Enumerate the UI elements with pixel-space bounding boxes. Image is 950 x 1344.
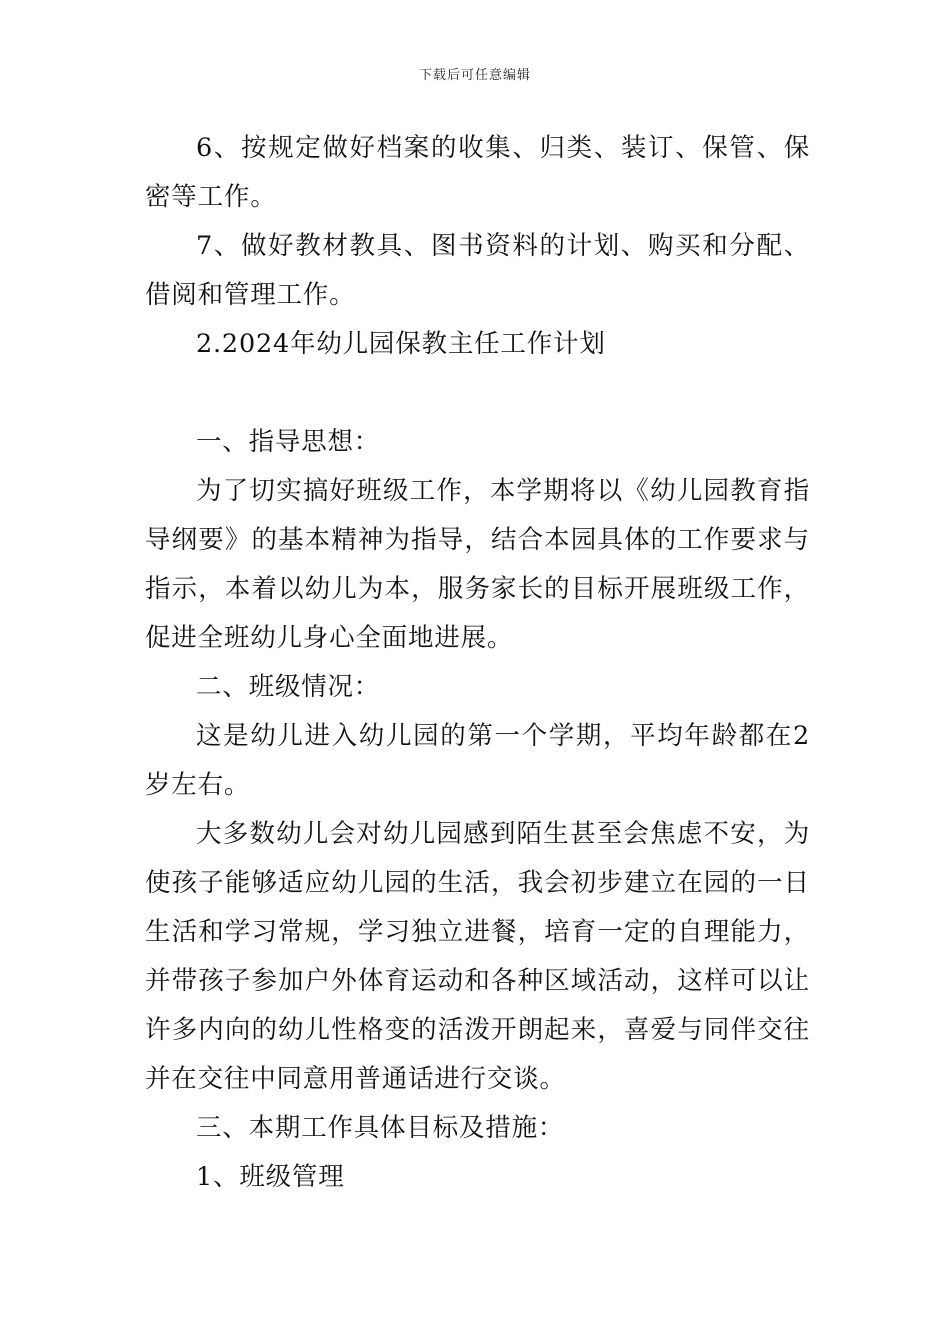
paragraph-item-6: 6、按规定做好档案的收集、归类、装订、保管、保密等工作。 bbox=[145, 133, 810, 212]
section-title: 2.2024年幼儿园保教主任工作计划 bbox=[196, 329, 606, 359]
heading-class-management: 1、班级管理 bbox=[196, 1162, 345, 1192]
heading-class-situation: 二、班级情况： bbox=[196, 672, 381, 702]
paragraph-guiding-principle: 为了切实搞好班级工作，本学期将以《幼儿园教育指导纲要》的基本精神为指导，结合本园具体的工作要求与指示，本着以幼儿为本，服务家长的目标开展班级工作，促进全班幼儿身心全面地进展。 bbox=[145, 476, 810, 653]
heading-goals-measures: 三、本期工作具体目标及措施： bbox=[196, 1113, 565, 1143]
heading-guiding-principle: 一、指导思想： bbox=[196, 427, 381, 457]
paragraph-class-age: 这是幼儿进入幼儿园的第一个学期，平均年龄都在2岁左右。 bbox=[145, 721, 810, 800]
page-header: 下载后可任意编辑 bbox=[418, 68, 531, 83]
blank-line bbox=[145, 369, 810, 418]
paragraph-class-adaptation: 大多数幼儿会对幼儿园感到陌生甚至会焦虑不安，为使孩子能够适应幼儿园的生活，我会初步建立在园的一日生活和学习常规，学习独立进餐，培育一定的自理能力，并带孩子参加户外体育运动和各种区域活动，这样可以让许多内向的幼儿性格变的活泼开朗起来，喜爱与同伴交往并在交往中同意用普通话进行交谈。 bbox=[145, 819, 810, 1094]
document-body bbox=[145, 124, 810, 1202]
paragraph-item-7: 7、做好教材教具、图书资料的计划、购买和分配、借阅和管理工作。 bbox=[145, 231, 810, 310]
